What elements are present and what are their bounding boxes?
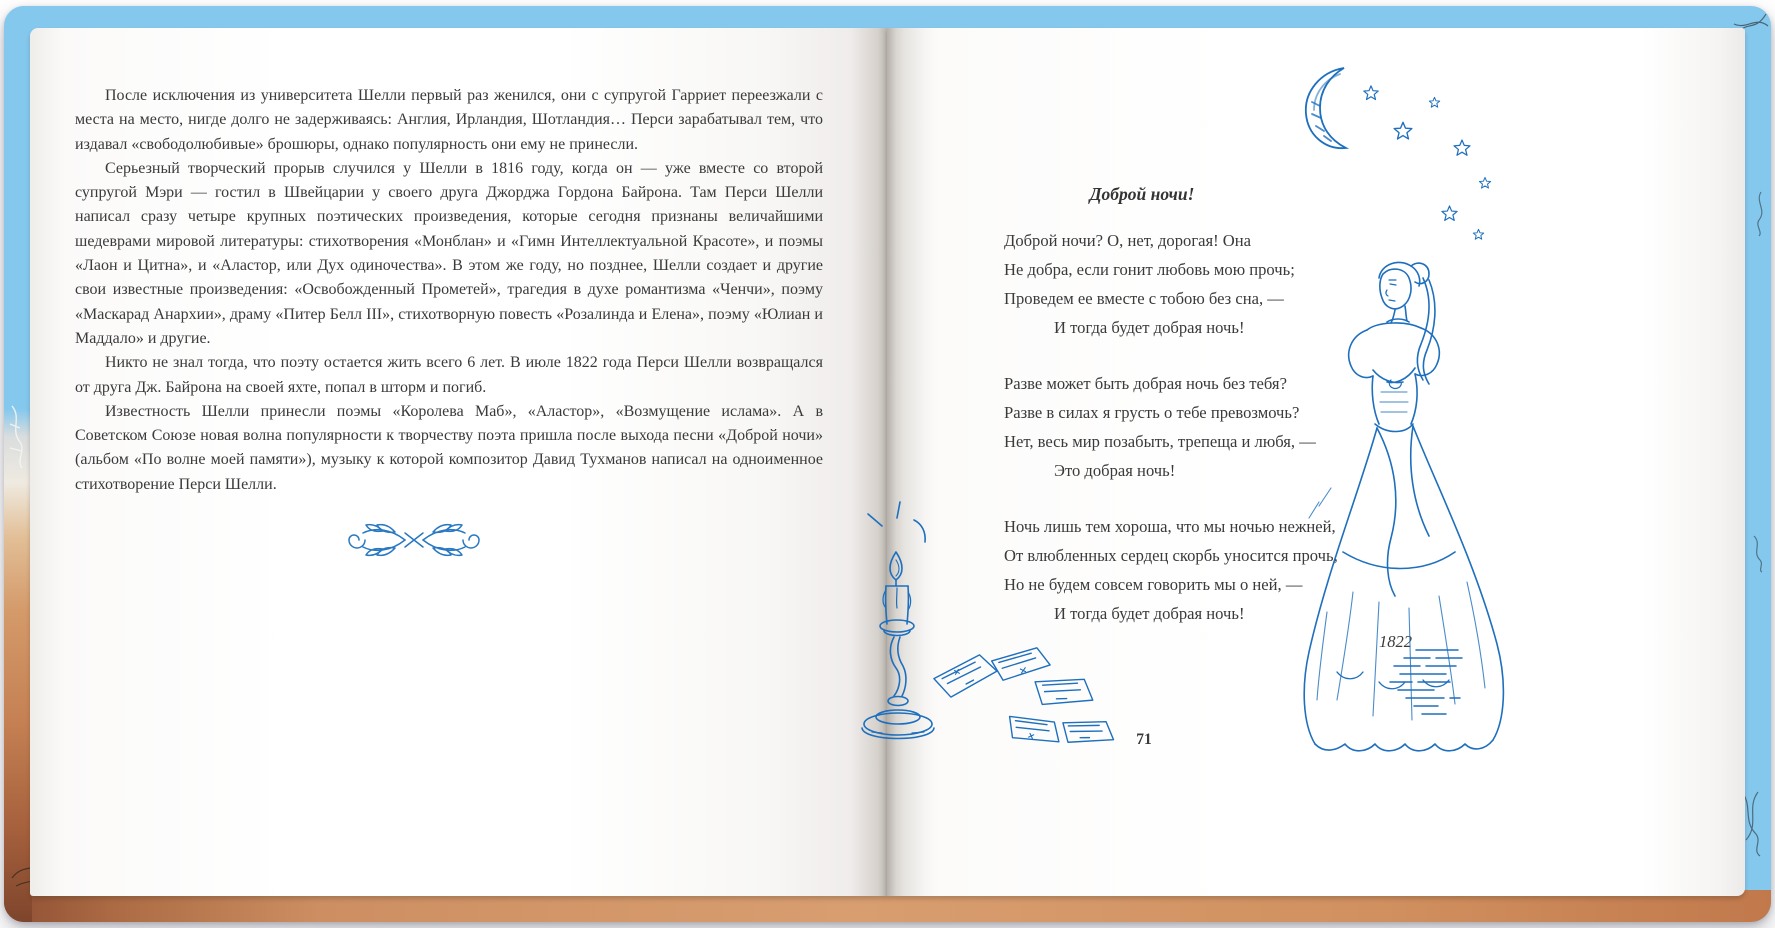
ornament-divider	[75, 517, 823, 569]
poem-line: Не добра, если гонит любовь мою прочь;	[1004, 260, 1295, 279]
poem-line: Ночь лишь тем хороша, что мы ночью нежней,	[1004, 517, 1336, 536]
poem-line: Нет, весь мир позабыть, трепеща и любя, —	[1004, 432, 1316, 451]
star-icon	[1362, 84, 1380, 102]
star-icon	[1428, 96, 1441, 109]
cover-scribble-icon	[1750, 532, 1768, 572]
poem-line: Проведем ее вместе с тобою без сна, —	[1004, 289, 1284, 308]
hatch-shading-icon	[1386, 646, 1466, 724]
left-page-text	[75, 84, 823, 569]
star-icon	[1478, 176, 1492, 190]
cover-scribble-icon	[6, 404, 30, 470]
page-number: 71	[1136, 731, 1152, 748]
ornament-divider-icon	[339, 517, 489, 561]
poem-year: 1822	[1379, 632, 1412, 651]
paragraph: Никто не знал тогда, что поэту остается жить всего 6 лет. В июле 1822 года Перси Шелли возвращался от друга Дж. Байрона на своей яхте, попал в шторм и погиб.	[75, 354, 823, 396]
cover-scribble-icon	[1753, 190, 1769, 236]
star-icon	[1452, 138, 1472, 158]
poem-line: Доброй ночи? О, нет, дорогая! Она	[1004, 231, 1252, 250]
poem-line: Разве может быть добрая ночь без тебя?	[1004, 374, 1287, 393]
star-icon	[1440, 204, 1459, 223]
paragraph: После исключения из университета Шелли первый раз женился, они с супругой Гарриет переезжали с места на место, нигде долго не задерживаясь: Англия, Ирландия, Шотландия… Перси зарабатывал тем, что издавал «свободолюбивые» брошюры, однако популярность они ему не принесли.	[75, 87, 823, 153]
paragraph: Серьезный творческий прорыв случился у Шелли в 1816 году, когда он — уже вместе со второй супругой Мэри — гостил в Швейцарии у своего друга Джорджа Гордона Байрона. Там Перси Шелли написал сразу четыре крупных поэтических произведения, которые сегодня признаны величайшими шедеврами мировой литературы: стихотворения «Монблан» и «Гимн Интеллектуальной Красоте», и поэмы «Лаон и Цитна», и «Аластор, или Дух одиночества». В этом же году, но позднее, Шелли создает и другие свои известные произведения: «Освобожденный Прометей», трагедия в духе романтизма «Ченчи», поэму «Маскарад Анархии», драму «Питер Белл III», стихотворную повесть «Розалинда и Елена», поэму «Юлиан и Маддало» и другие.	[75, 159, 823, 347]
letters-icon	[925, 645, 1130, 780]
poem-line: Но не будем совсем говорить мы о ней, —	[1004, 575, 1303, 594]
star-icon	[1392, 120, 1414, 142]
poem-line: Разве в силах я грусть о тебе превозмочь?	[1004, 403, 1300, 422]
poem-line: И тогда будет добрая ночь!	[1054, 318, 1245, 337]
paragraph: Известность Шелли принесли поэмы «Королева Маб», «Аластор», «Возмущение ислама». А в Советском Союзе новая волна популярности к творчеству поэта пришла после выхода песни «Доброй ночи» (альбом «По волне моей памяти»), музыку к которой композитор Давид Тухманов написал на одноименное стихотворение Перси Шелли.	[75, 402, 823, 493]
poem-line: От влюбленных сердец скорбь уносится прочь,	[1004, 546, 1338, 565]
poem-title: Доброй ночи!	[1089, 184, 1195, 204]
star-icon	[1472, 228, 1485, 241]
moon-icon	[1282, 62, 1377, 157]
poem-line: Это добрая ночь!	[1054, 461, 1176, 480]
poem-line: И тогда будет добрая ночь!	[1054, 604, 1245, 623]
